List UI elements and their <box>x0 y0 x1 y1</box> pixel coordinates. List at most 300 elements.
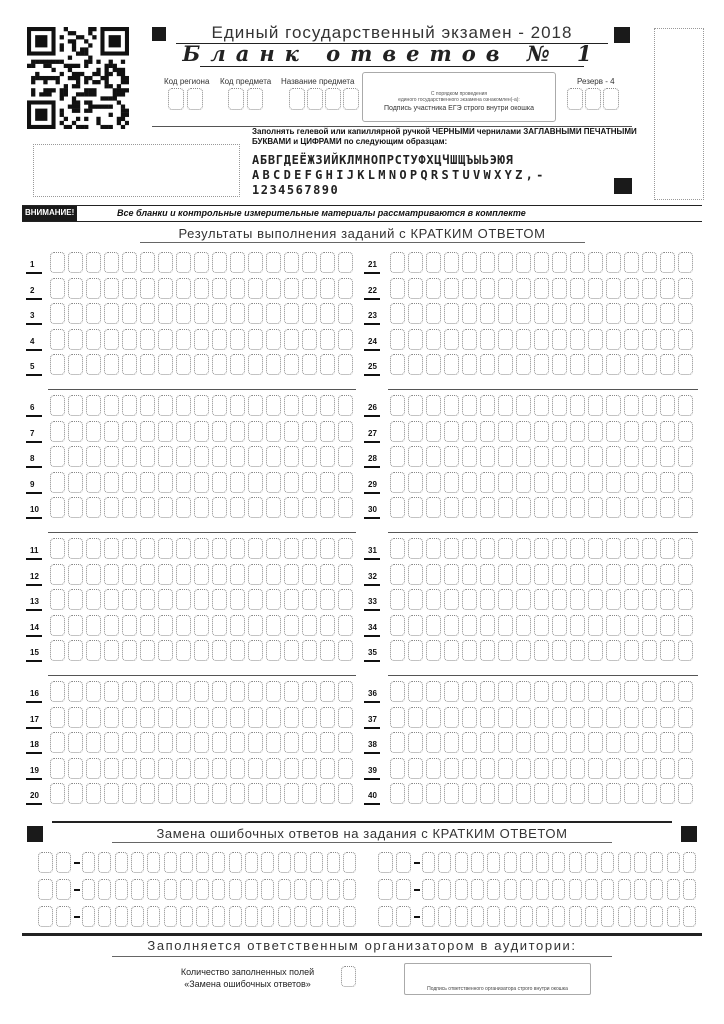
answer-cell[interactable] <box>660 640 675 661</box>
answer-cell[interactable] <box>212 707 227 728</box>
answer-cell[interactable] <box>552 421 567 442</box>
answer-cell[interactable] <box>498 589 513 610</box>
replacement-answer-cell[interactable] <box>650 906 663 927</box>
answer-cell[interactable] <box>678 615 693 636</box>
answer-cell[interactable] <box>624 707 639 728</box>
answer-cell[interactable] <box>122 329 137 350</box>
answer-cell[interactable] <box>284 421 299 442</box>
answer-cell[interactable] <box>588 421 603 442</box>
answer-cell[interactable] <box>678 472 693 493</box>
answer-cell[interactable] <box>338 732 353 753</box>
answer-cell[interactable] <box>570 472 585 493</box>
answer-cell[interactable] <box>588 252 603 273</box>
answer-cell[interactable] <box>678 707 693 728</box>
answer-cell[interactable] <box>176 421 191 442</box>
answer-cell[interactable] <box>642 707 657 728</box>
replacement-answer-cell[interactable] <box>245 852 258 873</box>
answer-cell[interactable] <box>122 640 137 661</box>
answer-cell[interactable] <box>122 681 137 702</box>
answer-cell[interactable] <box>642 472 657 493</box>
answer-cell[interactable] <box>462 497 477 518</box>
answer-cell[interactable] <box>104 252 119 273</box>
answer-cell[interactable] <box>104 303 119 324</box>
answer-cell[interactable] <box>50 497 65 518</box>
replacement-answer-cell[interactable] <box>634 906 647 927</box>
answer-cell[interactable] <box>104 354 119 375</box>
replacement-answer-cell[interactable] <box>471 852 484 873</box>
answer-cell[interactable] <box>480 732 495 753</box>
answer-cell[interactable] <box>624 640 639 661</box>
answer-cell[interactable] <box>588 564 603 585</box>
answer-cell[interactable] <box>140 472 155 493</box>
answer-cell[interactable] <box>678 732 693 753</box>
answer-cell[interactable] <box>140 497 155 518</box>
answer-cell[interactable] <box>660 783 675 804</box>
answer-cell[interactable] <box>570 354 585 375</box>
answer-cell[interactable] <box>588 497 603 518</box>
region-cell[interactable] <box>187 88 203 110</box>
answer-cell[interactable] <box>248 538 263 559</box>
answer-cell[interactable] <box>408 640 423 661</box>
answer-cell[interactable] <box>212 395 227 416</box>
answer-cell[interactable] <box>320 564 335 585</box>
answer-cell[interactable] <box>462 758 477 779</box>
answer-cell[interactable] <box>248 472 263 493</box>
answer-cell[interactable] <box>338 354 353 375</box>
answer-cell[interactable] <box>660 707 675 728</box>
answer-cell[interactable] <box>284 615 299 636</box>
answer-cell[interactable] <box>462 395 477 416</box>
answer-cell[interactable] <box>140 732 155 753</box>
answer-cell[interactable] <box>444 640 459 661</box>
answer-cell[interactable] <box>480 395 495 416</box>
answer-cell[interactable] <box>302 758 317 779</box>
answer-cell[interactable] <box>498 472 513 493</box>
answer-cell[interactable] <box>408 589 423 610</box>
answer-cell[interactable] <box>642 278 657 299</box>
answer-cell[interactable] <box>302 564 317 585</box>
answer-cell[interactable] <box>660 354 675 375</box>
answer-cell[interactable] <box>444 472 459 493</box>
answer-cell[interactable] <box>212 615 227 636</box>
answer-cell[interactable] <box>140 303 155 324</box>
answer-cell[interactable] <box>642 538 657 559</box>
replacement-number-cell[interactable] <box>396 879 411 900</box>
answer-cell[interactable] <box>588 278 603 299</box>
replacement-answer-cell[interactable] <box>327 879 340 900</box>
answer-cell[interactable] <box>320 707 335 728</box>
answer-cell[interactable] <box>516 538 531 559</box>
answer-cell[interactable] <box>660 252 675 273</box>
answer-cell[interactable] <box>140 329 155 350</box>
replacement-answer-cell[interactable] <box>667 879 680 900</box>
answer-cell[interactable] <box>570 497 585 518</box>
answer-cell[interactable] <box>212 783 227 804</box>
answer-cell[interactable] <box>248 564 263 585</box>
answer-cell[interactable] <box>158 615 173 636</box>
answer-cell[interactable] <box>426 707 441 728</box>
answer-cell[interactable] <box>462 446 477 467</box>
answer-cell[interactable] <box>86 303 101 324</box>
answer-cell[interactable] <box>50 252 65 273</box>
answer-cell[interactable] <box>284 538 299 559</box>
answer-cell[interactable] <box>104 395 119 416</box>
answer-cell[interactable] <box>678 783 693 804</box>
answer-cell[interactable] <box>444 395 459 416</box>
answer-cell[interactable] <box>534 732 549 753</box>
answer-cell[interactable] <box>606 329 621 350</box>
answer-cell[interactable] <box>624 589 639 610</box>
answer-cell[interactable] <box>68 497 83 518</box>
replacement-answer-cell[interactable] <box>278 906 291 927</box>
answer-cell[interactable] <box>86 395 101 416</box>
answer-cell[interactable] <box>104 497 119 518</box>
region-cell[interactable] <box>168 88 184 110</box>
answer-cell[interactable] <box>302 707 317 728</box>
replacement-answer-cell[interactable] <box>180 879 193 900</box>
answer-cell[interactable] <box>68 252 83 273</box>
answer-cell[interactable] <box>660 589 675 610</box>
answer-cell[interactable] <box>570 681 585 702</box>
answer-cell[interactable] <box>462 640 477 661</box>
replacement-answer-cell[interactable] <box>180 852 193 873</box>
answer-cell[interactable] <box>320 421 335 442</box>
answer-cell[interactable] <box>212 758 227 779</box>
answer-cell[interactable] <box>498 640 513 661</box>
answer-cell[interactable] <box>516 395 531 416</box>
answer-cell[interactable] <box>104 564 119 585</box>
answer-cell[interactable] <box>194 758 209 779</box>
answer-cell[interactable] <box>642 497 657 518</box>
answer-cell[interactable] <box>480 615 495 636</box>
answer-cell[interactable] <box>390 278 405 299</box>
answer-cell[interactable] <box>302 472 317 493</box>
answer-cell[interactable] <box>624 421 639 442</box>
subject-name-cell[interactable] <box>325 88 341 110</box>
answer-cell[interactable] <box>302 395 317 416</box>
answer-cell[interactable] <box>552 446 567 467</box>
answer-cell[interactable] <box>660 303 675 324</box>
answer-cell[interactable] <box>570 783 585 804</box>
answer-cell[interactable] <box>176 783 191 804</box>
answer-cell[interactable] <box>606 538 621 559</box>
answer-cell[interactable] <box>570 615 585 636</box>
answer-cell[interactable] <box>534 758 549 779</box>
answer-cell[interactable] <box>338 472 353 493</box>
answer-cell[interactable] <box>104 329 119 350</box>
answer-cell[interactable] <box>660 329 675 350</box>
subject-code-cell[interactable] <box>228 88 244 110</box>
answer-cell[interactable] <box>570 758 585 779</box>
answer-cell[interactable] <box>122 252 137 273</box>
answer-cell[interactable] <box>68 421 83 442</box>
answer-cell[interactable] <box>50 783 65 804</box>
answer-cell[interactable] <box>588 681 603 702</box>
answer-cell[interactable] <box>552 783 567 804</box>
answer-cell[interactable] <box>444 681 459 702</box>
answer-cell[interactable] <box>408 758 423 779</box>
answer-cell[interactable] <box>176 252 191 273</box>
answer-cell[interactable] <box>284 589 299 610</box>
replacement-answer-cell[interactable] <box>504 906 517 927</box>
answer-cell[interactable] <box>248 497 263 518</box>
answer-cell[interactable] <box>606 421 621 442</box>
replacement-answer-cell[interactable] <box>536 879 549 900</box>
answer-cell[interactable] <box>660 395 675 416</box>
answer-cell[interactable] <box>158 538 173 559</box>
replacement-number-cell[interactable] <box>38 852 53 873</box>
answer-cell[interactable] <box>248 395 263 416</box>
answer-cell[interactable] <box>462 783 477 804</box>
answer-cell[interactable] <box>122 564 137 585</box>
answer-cell[interactable] <box>462 732 477 753</box>
answer-cell[interactable] <box>408 732 423 753</box>
answer-cell[interactable] <box>140 564 155 585</box>
answer-cell[interactable] <box>534 303 549 324</box>
answer-cell[interactable] <box>230 640 245 661</box>
answer-cell[interactable] <box>642 564 657 585</box>
answer-cell[interactable] <box>68 278 83 299</box>
answer-cell[interactable] <box>534 446 549 467</box>
replacement-answer-cell[interactable] <box>585 879 598 900</box>
answer-cell[interactable] <box>86 589 101 610</box>
answer-cell[interactable] <box>588 732 603 753</box>
replacement-number-cell[interactable] <box>396 852 411 873</box>
answer-cell[interactable] <box>68 354 83 375</box>
answer-cell[interactable] <box>122 707 137 728</box>
answer-cell[interactable] <box>516 707 531 728</box>
answer-cell[interactable] <box>302 538 317 559</box>
answer-cell[interactable] <box>408 472 423 493</box>
answer-cell[interactable] <box>230 538 245 559</box>
answer-cell[interactable] <box>122 354 137 375</box>
answer-cell[interactable] <box>320 252 335 273</box>
answer-cell[interactable] <box>390 615 405 636</box>
answer-cell[interactable] <box>534 252 549 273</box>
answer-cell[interactable] <box>570 395 585 416</box>
answer-cell[interactable] <box>588 640 603 661</box>
answer-cell[interactable] <box>390 732 405 753</box>
answer-cell[interactable] <box>266 589 281 610</box>
answer-cell[interactable] <box>50 329 65 350</box>
answer-cell[interactable] <box>68 707 83 728</box>
answer-cell[interactable] <box>212 472 227 493</box>
replacement-answer-cell[interactable] <box>343 852 356 873</box>
answer-cell[interactable] <box>390 707 405 728</box>
answer-cell[interactable] <box>606 758 621 779</box>
answer-cell[interactable] <box>588 589 603 610</box>
answer-cell[interactable] <box>462 589 477 610</box>
answer-cell[interactable] <box>516 421 531 442</box>
answer-cell[interactable] <box>480 446 495 467</box>
answer-cell[interactable] <box>284 472 299 493</box>
answer-cell[interactable] <box>50 564 65 585</box>
answer-cell[interactable] <box>408 564 423 585</box>
answer-cell[interactable] <box>302 783 317 804</box>
answer-cell[interactable] <box>194 446 209 467</box>
answer-cell[interactable] <box>390 783 405 804</box>
answer-cell[interactable] <box>480 783 495 804</box>
answer-cell[interactable] <box>678 564 693 585</box>
answer-cell[interactable] <box>104 421 119 442</box>
answer-cell[interactable] <box>570 564 585 585</box>
answer-cell[interactable] <box>68 640 83 661</box>
answer-cell[interactable] <box>122 615 137 636</box>
answer-cell[interactable] <box>140 354 155 375</box>
answer-cell[interactable] <box>158 303 173 324</box>
answer-cell[interactable] <box>678 497 693 518</box>
answer-cell[interactable] <box>624 783 639 804</box>
answer-cell[interactable] <box>104 681 119 702</box>
replacement-answer-cell[interactable] <box>294 906 307 927</box>
answer-cell[interactable] <box>140 640 155 661</box>
answer-cell[interactable] <box>86 252 101 273</box>
answer-cell[interactable] <box>140 421 155 442</box>
answer-cell[interactable] <box>248 681 263 702</box>
answer-cell[interactable] <box>86 707 101 728</box>
participant-signature-box[interactable] <box>362 72 556 122</box>
answer-cell[interactable] <box>642 640 657 661</box>
answer-cell[interactable] <box>122 395 137 416</box>
answer-cell[interactable] <box>408 421 423 442</box>
answer-cell[interactable] <box>194 421 209 442</box>
answer-cell[interactable] <box>50 421 65 442</box>
answer-cell[interactable] <box>338 564 353 585</box>
answer-cell[interactable] <box>570 303 585 324</box>
answer-cell[interactable] <box>390 472 405 493</box>
replacement-answer-cell[interactable] <box>164 906 177 927</box>
answer-cell[interactable] <box>284 707 299 728</box>
answer-cell[interactable] <box>284 354 299 375</box>
answer-cell[interactable] <box>104 278 119 299</box>
answer-cell[interactable] <box>642 732 657 753</box>
answer-cell[interactable] <box>320 354 335 375</box>
answer-cell[interactable] <box>230 395 245 416</box>
answer-cell[interactable] <box>516 329 531 350</box>
replacement-number-cell[interactable] <box>38 879 53 900</box>
answer-cell[interactable] <box>678 303 693 324</box>
answer-cell[interactable] <box>68 758 83 779</box>
replacement-answer-cell[interactable] <box>245 906 258 927</box>
answer-cell[interactable] <box>320 278 335 299</box>
answer-cell[interactable] <box>266 681 281 702</box>
answer-cell[interactable] <box>284 497 299 518</box>
answer-cell[interactable] <box>302 640 317 661</box>
answer-cell[interactable] <box>444 446 459 467</box>
answer-cell[interactable] <box>284 681 299 702</box>
replacement-answer-cell[interactable] <box>487 879 500 900</box>
replacement-number-cell[interactable] <box>38 906 53 927</box>
answer-cell[interactable] <box>444 589 459 610</box>
subject-name-cell[interactable] <box>289 88 305 110</box>
answer-cell[interactable] <box>534 278 549 299</box>
answer-cell[interactable] <box>320 329 335 350</box>
answer-cell[interactable] <box>534 564 549 585</box>
answer-cell[interactable] <box>408 497 423 518</box>
answer-cell[interactable] <box>176 589 191 610</box>
answer-cell[interactable] <box>498 421 513 442</box>
answer-cell[interactable] <box>480 589 495 610</box>
answer-cell[interactable] <box>158 446 173 467</box>
replacement-answer-cell[interactable] <box>438 879 451 900</box>
answer-cell[interactable] <box>534 589 549 610</box>
answer-cell[interactable] <box>194 732 209 753</box>
answer-cell[interactable] <box>158 252 173 273</box>
replacement-answer-cell[interactable] <box>422 852 435 873</box>
answer-cell[interactable] <box>158 564 173 585</box>
replacement-answer-cell[interactable] <box>294 852 307 873</box>
answer-cell[interactable] <box>390 303 405 324</box>
answer-cell[interactable] <box>230 758 245 779</box>
answer-cell[interactable] <box>302 329 317 350</box>
answer-cell[interactable] <box>606 732 621 753</box>
answer-cell[interactable] <box>660 615 675 636</box>
answer-cell[interactable] <box>212 589 227 610</box>
answer-cell[interactable] <box>176 472 191 493</box>
answer-cell[interactable] <box>176 497 191 518</box>
answer-cell[interactable] <box>642 758 657 779</box>
replacement-answer-cell[interactable] <box>131 879 144 900</box>
answer-cell[interactable] <box>426 446 441 467</box>
reserve-cell[interactable] <box>567 88 583 110</box>
answer-cell[interactable] <box>68 395 83 416</box>
answer-cell[interactable] <box>338 640 353 661</box>
answer-cell[interactable] <box>248 732 263 753</box>
answer-cell[interactable] <box>390 421 405 442</box>
answer-cell[interactable] <box>606 252 621 273</box>
answer-cell[interactable] <box>606 681 621 702</box>
replacement-answer-cell[interactable] <box>634 879 647 900</box>
answer-cell[interactable] <box>140 395 155 416</box>
subject-name-cell[interactable] <box>307 88 323 110</box>
replacement-number-cell[interactable] <box>56 906 71 927</box>
replacement-answer-cell[interactable] <box>552 906 565 927</box>
answer-cell[interactable] <box>408 538 423 559</box>
answer-cell[interactable] <box>552 640 567 661</box>
answer-cell[interactable] <box>338 589 353 610</box>
answer-cell[interactable] <box>86 497 101 518</box>
answer-cell[interactable] <box>230 783 245 804</box>
answer-cell[interactable] <box>678 446 693 467</box>
answer-cell[interactable] <box>516 497 531 518</box>
answer-cell[interactable] <box>194 354 209 375</box>
answer-cell[interactable] <box>194 395 209 416</box>
answer-cell[interactable] <box>140 758 155 779</box>
answer-cell[interactable] <box>552 758 567 779</box>
replacement-answer-cell[interactable] <box>601 852 614 873</box>
replacement-answer-cell[interactable] <box>455 879 468 900</box>
answer-cell[interactable] <box>678 640 693 661</box>
replacement-answer-cell[interactable] <box>278 879 291 900</box>
replacement-answer-cell[interactable] <box>520 852 533 873</box>
answer-cell[interactable] <box>176 395 191 416</box>
answer-cell[interactable] <box>176 278 191 299</box>
answer-cell[interactable] <box>552 732 567 753</box>
answer-cell[interactable] <box>302 681 317 702</box>
answer-cell[interactable] <box>230 446 245 467</box>
replacement-answer-cell[interactable] <box>278 852 291 873</box>
answer-cell[interactable] <box>426 783 441 804</box>
answer-cell[interactable] <box>284 252 299 273</box>
answer-cell[interactable] <box>284 783 299 804</box>
replacement-answer-cell[interactable] <box>164 852 177 873</box>
answer-cell[interactable] <box>284 278 299 299</box>
replacement-answer-cell[interactable] <box>294 879 307 900</box>
answer-cell[interactable] <box>230 329 245 350</box>
answer-cell[interactable] <box>390 538 405 559</box>
answer-cell[interactable] <box>104 783 119 804</box>
answer-cell[interactable] <box>534 472 549 493</box>
